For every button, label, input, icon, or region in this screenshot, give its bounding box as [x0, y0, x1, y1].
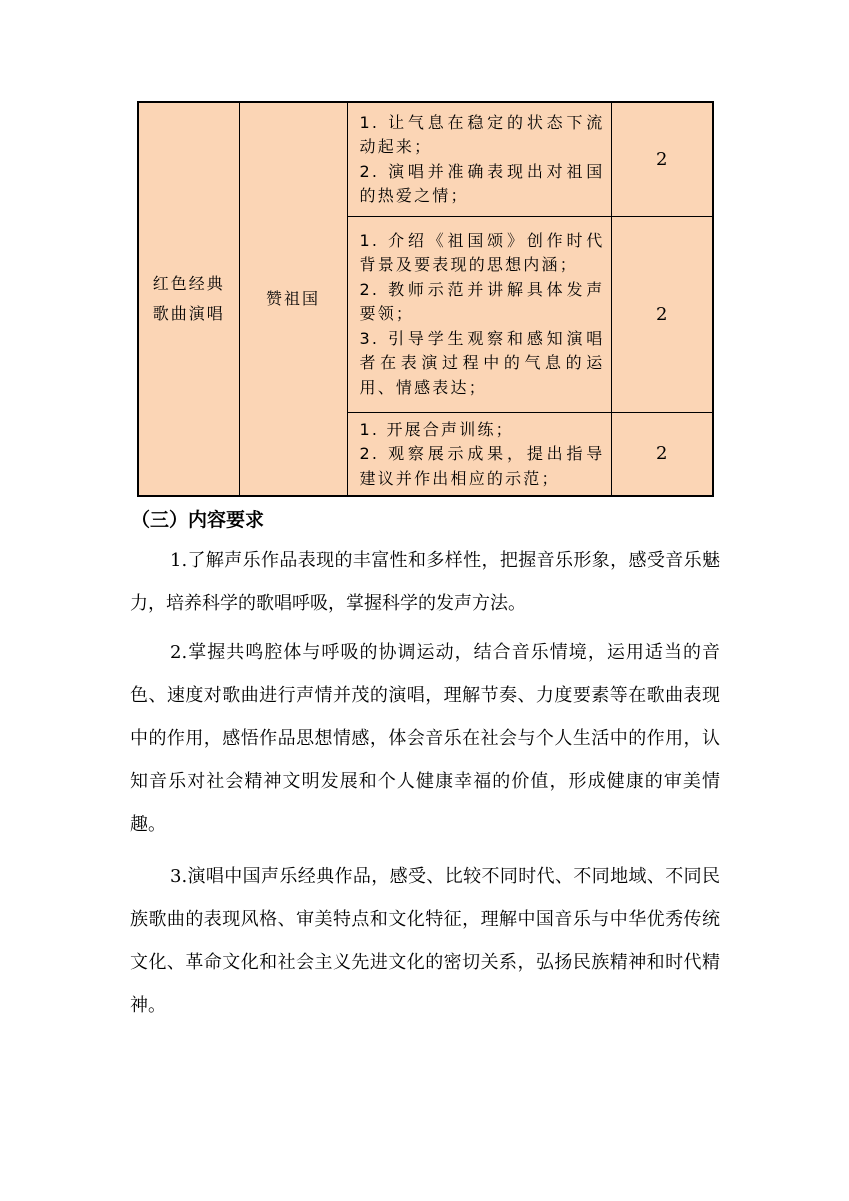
paragraph: 2.掌握共鸣腔体与呼吸的协调运动，结合音乐情境，运用适当的音色、速度对歌曲进行声情并茂的演唱，理解节奏、力度要素等在歌曲表现中的作用，感悟作品思想情感，体会音乐在社会与个人生活中的作用，认知音乐对社会精神文明发展和个人健康幸福的价值，形成健康的审美情趣。 [130, 642, 720, 835]
content-item: 1. 让气息在稳定的状态下流动起来； [359, 112, 605, 157]
course-content-table [137, 101, 714, 497]
content-item: 3. 引导学生观察和感知演唱者在表演过程中的气息的运用、情感表达； [359, 328, 605, 397]
content-item: 2. 观察展示成果，提出指导建议并作出相应的示范； [359, 444, 605, 488]
content-cell [347, 216, 611, 412]
content-item: 1. 开展合声训练； [359, 419, 514, 439]
table-row [138, 102, 713, 216]
unit-cell [138, 102, 239, 496]
unit-name: 红色经典歌曲演唱 [152, 274, 225, 323]
topic-cell [239, 102, 347, 496]
hours-cell: 2 [611, 412, 713, 496]
content-cell [347, 102, 611, 216]
topic-name: 赞祖国 [265, 289, 320, 308]
content-item: 2. 教师示范并讲解具体发声要领； [359, 279, 605, 324]
content-cell [347, 412, 611, 496]
hours-cell: 2 [611, 216, 713, 412]
paragraph: 3.演唱中国声乐经典作品，感受、比较不同时代、不同地域、不同民族歌曲的表现风格、审美特点和文化特征，理解中国音乐与中华优秀传统文化、革命文化和社会主义先进文化的密切关系，弘扬民族精神和时代精神。 [130, 866, 720, 1016]
paragraph: 1.了解声乐作品表现的丰富性和多样性，把握音乐形象，感受音乐魅力，培养科学的歌唱呼吸，掌握科学的发声方法。 [130, 550, 720, 614]
section-heading: （三）内容要求 [131, 509, 265, 531]
hours-cell: 2 [611, 102, 713, 216]
content-item: 2. 演唱并准确表现出对祖国的热爱之情； [359, 161, 605, 206]
content-item: 1. 介绍《祖国颂》创作时代背景及要表现的思想内涵； [359, 230, 605, 275]
